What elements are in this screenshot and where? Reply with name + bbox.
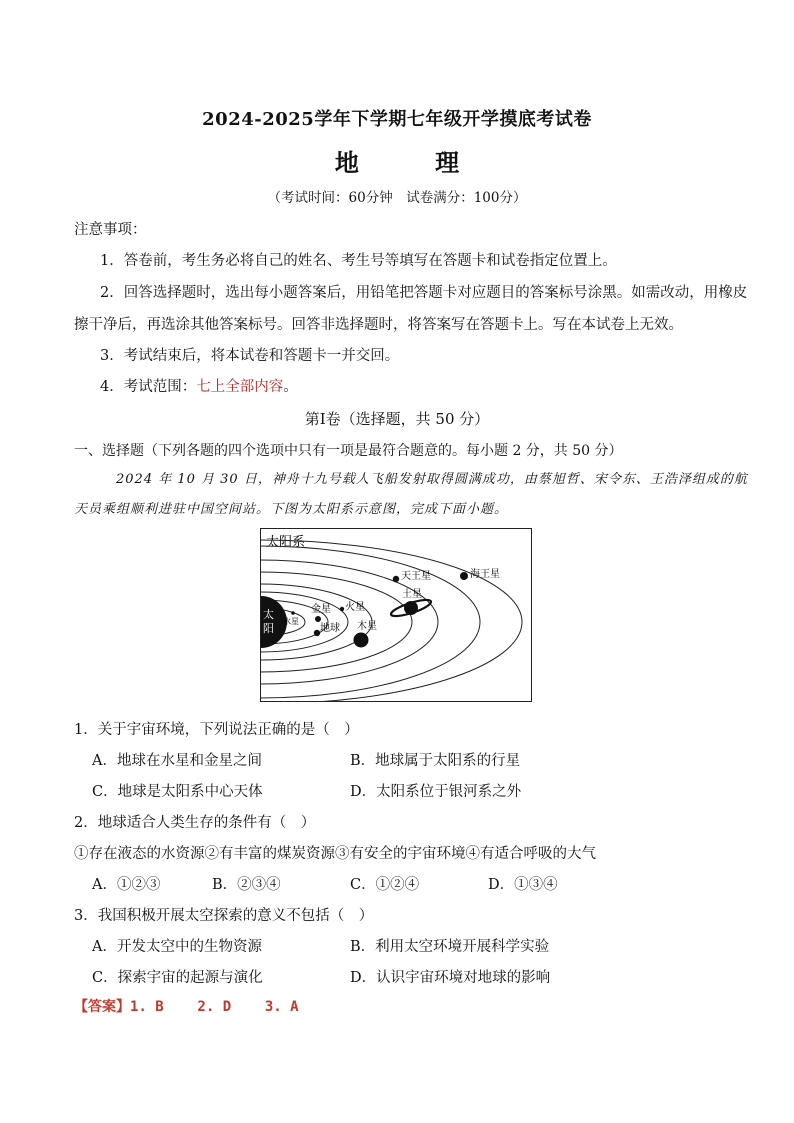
exam-title: 2024-2025学年下学期七年级开学摸底考试卷 — [202, 109, 592, 130]
section-heading: 第Ⅰ卷（选择题，共 50 分） — [304, 410, 490, 428]
label-uranus: 天王星 — [401, 571, 431, 582]
passage-line-1: 2024 年 10 月 30 日，神舟十九号载人飞船发射取得圆满成功，由蔡旭哲、宋令东、王浩泽组成的航 — [116, 472, 748, 487]
q2-option-d: D．①③④ — [488, 877, 558, 893]
notice-item-4 — [100, 375, 298, 396]
label-jupiter: 木星 — [357, 621, 377, 632]
exam-info: （考试时间：60分钟 试卷满分：100分） — [267, 190, 527, 206]
label-earth: 地球 — [320, 623, 340, 634]
passage-line-2: 天员乘组顺利进驻中国空间站。下图为太阳系示意图，完成下面小题。 — [74, 502, 509, 517]
planet-neptune — [460, 572, 468, 580]
label-mercury: 水星 — [283, 617, 299, 626]
q2-option-b: B．②③④ — [212, 877, 281, 893]
planet-jupiter — [354, 633, 369, 648]
notice-item-2b: 擦干净后，再选涂其他答案标号。回答非选择题时，将答案写在答题卡上。写在本试卷上无效。 — [74, 317, 683, 333]
q1-option-b: B．地球属于太阳系的行星 — [350, 753, 521, 769]
q1-stem: 1．关于宇宙环境，下列说法正确的是（ ） — [74, 722, 359, 738]
label-saturn: 土星 — [402, 589, 422, 600]
label-venus: 金星 — [311, 604, 331, 615]
q2-option-a: A．①②③ — [92, 877, 161, 893]
solar-system-diagram — [260, 528, 532, 702]
q3-option-c: C．探索宇宙的起源与演化 — [92, 970, 263, 986]
notice-heading: 注意事项： — [74, 222, 147, 238]
q3-stem: 3．我国积极开展太空探索的意义不包括（ ） — [74, 908, 374, 924]
sun-label-2: 阳 — [263, 622, 274, 635]
subject-title: 地 理 — [334, 148, 494, 177]
planet-uranus — [393, 576, 399, 582]
notice-item-4-suffix: 。 — [283, 379, 298, 395]
planet-mercury — [291, 611, 295, 615]
label-mars: 火星 — [345, 602, 365, 613]
q1-option-a: A．地球在水星和金星之间 — [92, 753, 262, 769]
q1-option-d: D．太阳系位于银河系之外 — [350, 784, 522, 800]
notice-item-4-prefix: 4．考试范围： — [100, 379, 197, 395]
notice-item-4-scope: 七上全部内容 — [196, 379, 284, 395]
notice-item-2a: 2．回答选择题时，选出每小题答案后，用铅笔把答题卡对应题目的答案标号涂黑。如需改动，用橡皮 — [100, 285, 748, 301]
q2-option-c: C．①②④ — [350, 877, 420, 893]
q1-option-c: C．地球是太阳系中心天体 — [92, 784, 263, 800]
notice-item-1: 1．答卷前，考生务必将自己的姓名、考生号等填写在答题卡和试卷指定位置上。 — [100, 253, 617, 269]
q3-option-d: D．认识宇宙环境对地球的影响 — [350, 970, 551, 986]
label-neptune: 海王星 — [470, 569, 500, 580]
diagram-caption: 太阳系 — [266, 535, 306, 550]
part-title: 一、选择题（下列各题的四个选项中只有一项是最符合题意的。每小题 2 分，共 50 分） — [74, 443, 623, 459]
planet-venus — [315, 616, 321, 622]
q3-option-a: A．开发太空中的生物资源 — [92, 939, 262, 955]
q3-option-b: B．利用太空环境开展科学实验 — [350, 939, 550, 955]
q2-conditions: ①存在液态的水资源②有丰富的煤炭资源③有安全的宇宙环境④有适合呼吸的大气 — [74, 846, 596, 862]
planet-mars — [340, 607, 344, 611]
notice-item-3: 3．考试结束后，将本试卷和答题卡一并交回。 — [100, 348, 400, 364]
sun-label-1: 太 — [263, 608, 274, 621]
answer-key: 【答案】1. B 2. D 3. A — [74, 999, 299, 1015]
q2-stem: 2．地球适合人类生存的条件有（ ） — [74, 815, 316, 831]
